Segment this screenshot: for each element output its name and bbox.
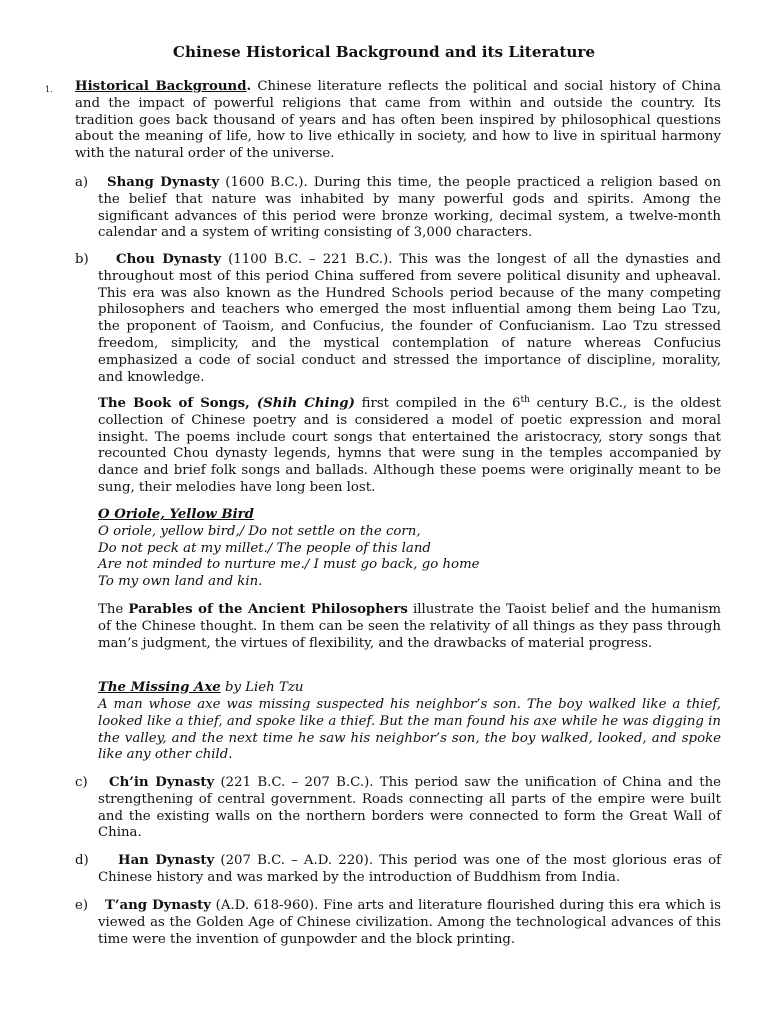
tang-dynasty-text: (A.D. 618-960). Fine arts and literature flourished during this era which is viewed as the Golden Age of Chinese civilization. Among the technological advances of this time were the invention of gunpowder and the block printing. xyxy=(98,898,721,947)
han-dynasty-name: Han Dynasty xyxy=(118,853,215,868)
chin-dynasty-name: Ch’in Dynasty xyxy=(109,775,215,790)
chin-dynasty-text: (221 B.C. – 207 B.C.). This period saw the unification of China and the strengthening of central government. Roads connecting all parts of the empire were built and the existing walls on the northern borders were connected to form the Great Wall of China. xyxy=(98,775,721,841)
book-of-songs-pre: first compiled in the 6 xyxy=(354,396,521,411)
parables-text: illustrate the Taoist belief and the humanism of the Chinese thought. In them can be seen the relativity of all things as they pass through man’s judgment, the virtues of flexibility, and the drawbacks of material progress. xyxy=(98,602,722,651)
missing-axe-story: A man whose axe was missing suspected his neighbor’s son. The boy walked like a thief, looked like a thief, and spoke like a thief. But the man found his axe while he was digging in the valley, and the next time he saw his neighbor’s son, the boy walked, looked, and spoke like any other child. xyxy=(98,697,721,763)
item-chin-dynasty xyxy=(98,775,721,842)
parables-name: Parables of the Ancient Philosophers xyxy=(128,602,408,617)
shang-dynasty-name: Shang Dynasty xyxy=(107,175,220,190)
shang-dynasty-text: (1600 B.C.). During this time, the people practiced a religion based on the belief that nature was inhabited by many powerful gods and spirits. Among the significant advances of this period were bronze working, decimal system, a twelve-month calendar and a system of writing consisting of 3,000 characters. xyxy=(98,175,722,241)
poem-line: O oriole, yellow bird,/ Do not settle on the corn, xyxy=(98,523,421,539)
chou-dynasty-text: (1100 B.C. – 221 B.C.). This was the longest of all the dynasties and throughout most of this period China suffered from severe political disunity and upheaval. This era was also known as the Hundred Schools period because of the many competing philosophers and teachers who emerged the most influential among them being Lao Tzu, the proponent of Taoism, and Confucius, the founder of Confucianism. Lao Tzu stressed freedom, simplicity, and the mystical contemplation of nature whereas Confucius emphasized a code of social conduct and stressed the importance of discipline, morality, and knowledge. xyxy=(98,252,721,385)
item-letter-c: c) xyxy=(75,775,88,790)
item-letter-a: a) xyxy=(75,175,89,190)
missing-axe-heading xyxy=(98,680,721,697)
section-intro: Historical Background. Chinese literature reflects the political and social history of China and the impact of powerful religions that came from within and outside the country. Its tradition goes back thousand of years and has often been inspired by philosophical questions about the meaning of life, how to live ethically in society, and how to live in spiritual harmony with the natural order of the universe. xyxy=(75,79,721,162)
han-dynasty-text: (207 B.C. – A.D. 220). This period was one of the most glorious eras of Chinese history and was marked by the introduction of Buddhism from India. xyxy=(98,853,721,885)
poem-title: O Oriole, Yellow Bird xyxy=(98,507,254,522)
document-title: Chinese Historical Background and its Literature xyxy=(172,43,596,61)
poem-oriole xyxy=(98,507,721,591)
parables-paragraph xyxy=(98,602,721,652)
section-intro-text: Chinese literature reflects the political and social history of China and the impact of powerful religions that came from within and outside the country. Its tradition goes back thousand of years and has often been inspired by philosophical questions about the meaning of life, how to live ethically in society, and how to live in spiritual harmony with the natural order of the universe. xyxy=(75,79,721,162)
missing-axe-author: by Lieh Tzu xyxy=(220,680,304,695)
poem-line: Are not minded to nurture me./ I must go back, go home xyxy=(98,557,480,573)
item-tang-dynasty xyxy=(98,898,721,948)
shih-ching-name: (Shih Ching) xyxy=(256,396,355,411)
tang-dynasty-name: T’ang Dynasty xyxy=(105,898,212,913)
parables-pre: The xyxy=(98,602,129,617)
item-shang-dynasty xyxy=(98,175,721,242)
item-han-dynasty xyxy=(98,853,721,887)
item-chou-dynasty xyxy=(98,252,721,386)
item-letter-b: b) xyxy=(75,252,89,267)
item-letter-e: e) xyxy=(75,898,89,913)
missing-axe-title: The Missing Axe xyxy=(98,680,221,695)
book-of-songs-text: century B.C., is the oldest collection of Chinese poetry and is considered a model of poetic expression and moral insight. The poems include court songs that entertained the aristocracy, story songs that recounted Chou dynasty legends, hymns that were sung in the temples accompanied by dance and brief folk songs and ballads. Although these poems were originally meant to be sung, their melodies have long been lost. xyxy=(98,396,722,495)
book-of-songs-sup: th xyxy=(520,395,530,405)
section-number: 1. xyxy=(45,85,53,94)
chou-dynasty-name: Chou Dynasty xyxy=(116,252,222,267)
book-of-songs-name: The Book of Songs, xyxy=(98,396,257,411)
poem-line: Do not peck at my millet./ The people of this land xyxy=(98,540,431,556)
section-heading: Historical Background xyxy=(75,79,247,94)
poem-line: To my own land and kin. xyxy=(98,574,263,590)
book-of-songs-paragraph xyxy=(98,396,721,497)
item-letter-d: d) xyxy=(75,853,89,868)
